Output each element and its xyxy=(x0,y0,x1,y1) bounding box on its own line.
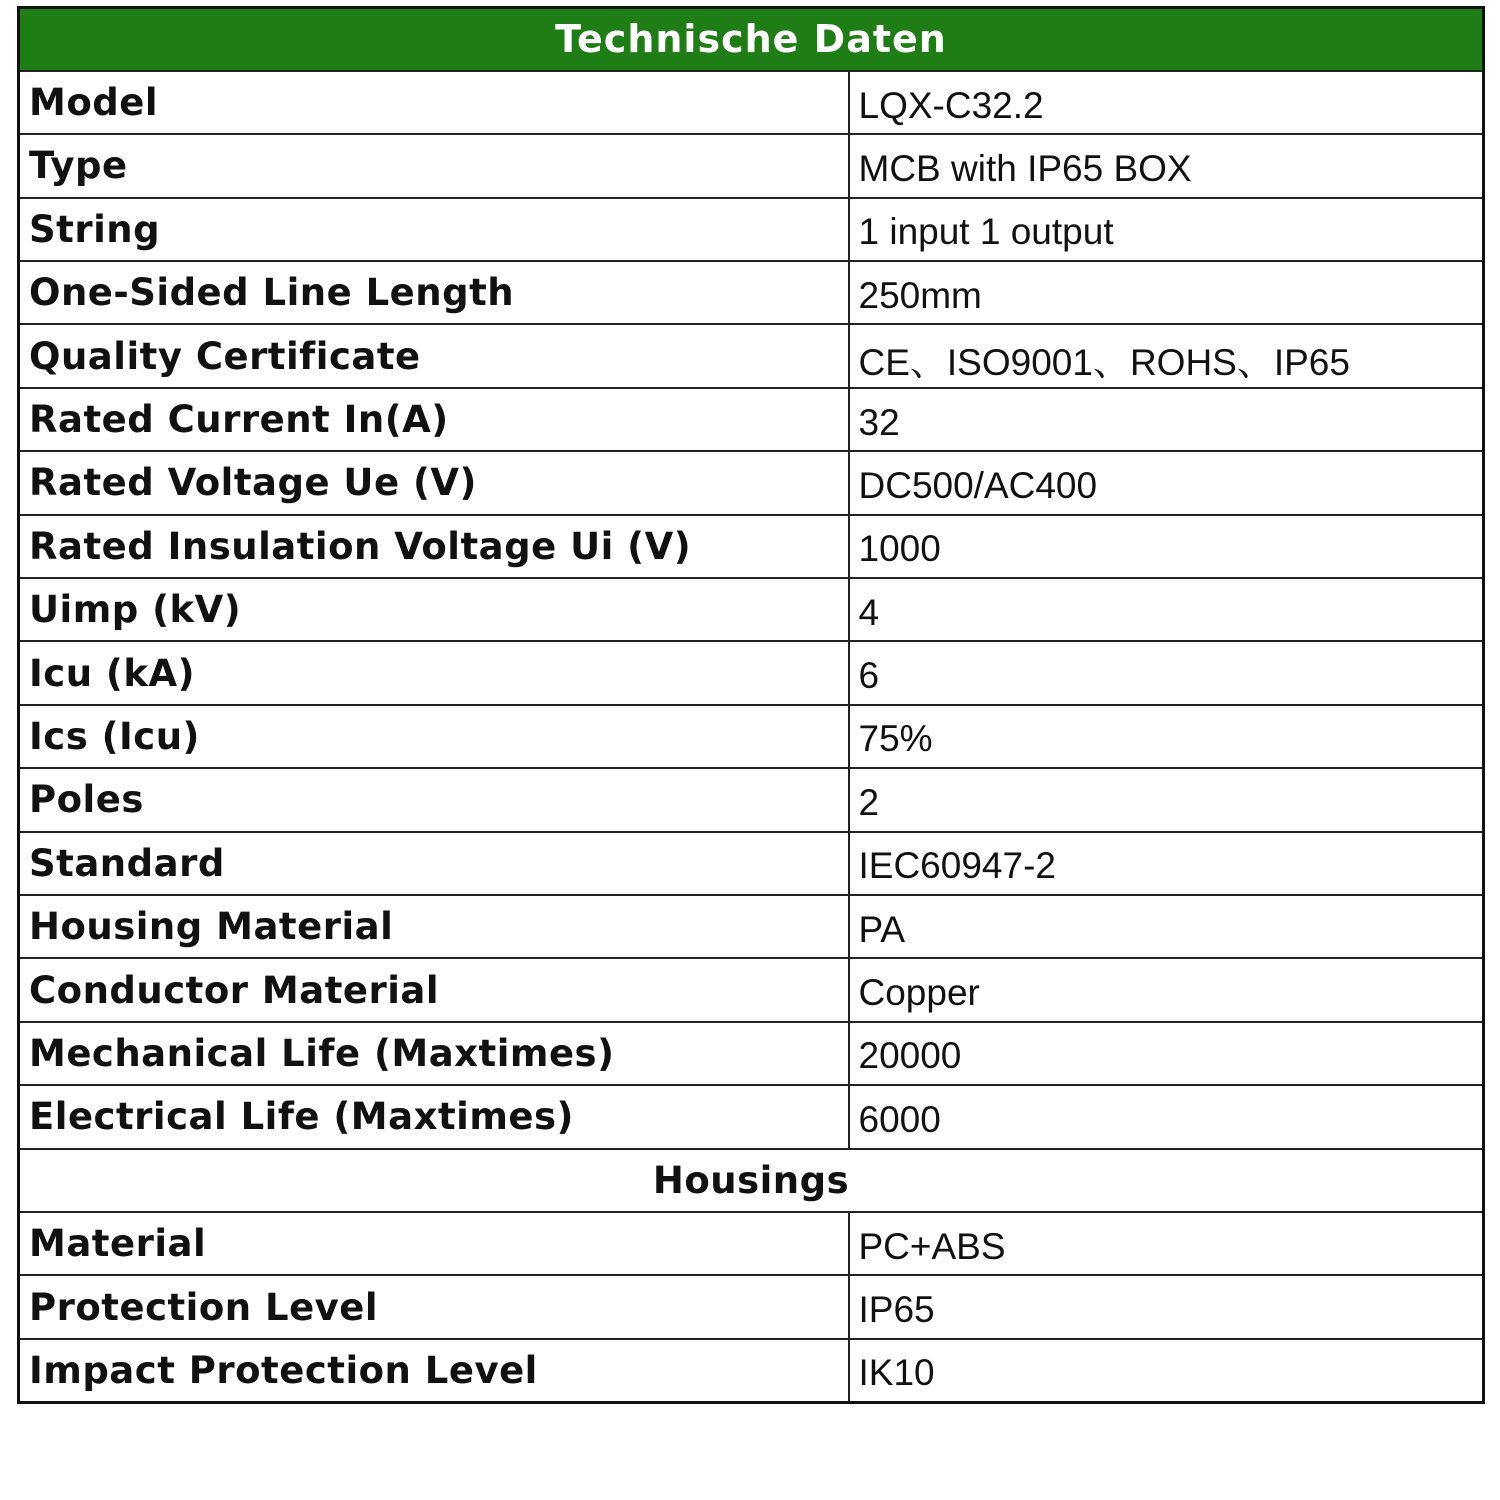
spec-value-housing-material: PA xyxy=(849,895,1484,958)
spec-label-mechanical-life: Mechanical Life (Maxtimes) xyxy=(19,1022,849,1085)
housing-value-protection-level: IP65 xyxy=(849,1275,1484,1338)
spec-label-standard: Standard xyxy=(19,832,849,895)
spec-label-rated-current: Rated Current In(A) xyxy=(19,388,849,451)
spec-label-icu: Icu (kA) xyxy=(19,641,849,704)
spec-label-conductor-material: Conductor Material xyxy=(19,958,849,1021)
housing-label-material: Material xyxy=(19,1212,849,1275)
table-row xyxy=(19,1085,1484,1148)
table-row xyxy=(19,1212,1484,1275)
table-row xyxy=(19,895,1484,958)
table-row xyxy=(19,832,1484,895)
spec-value-mechanical-life: 20000 xyxy=(849,1022,1484,1085)
title-row xyxy=(19,8,1484,71)
spec-value-conductor-material: Copper xyxy=(849,958,1484,1021)
housing-label-impact-protection: Impact Protection Level xyxy=(19,1339,849,1402)
housing-value-material: PC+ABS xyxy=(849,1212,1484,1275)
housing-label-protection-level: Protection Level xyxy=(19,1275,849,1338)
table-row xyxy=(19,324,1484,387)
housing-value-impact-protection: IK10 xyxy=(849,1339,1484,1402)
spec-label-string: String xyxy=(19,198,849,261)
spec-value-rated-voltage: DC500/AC400 xyxy=(849,451,1484,514)
spec-label-insulation-voltage: Rated Insulation Voltage Ui (V) xyxy=(19,515,849,578)
spec-value-insulation-voltage: 1000 xyxy=(849,515,1484,578)
table-row xyxy=(19,768,1484,831)
table-row xyxy=(19,261,1484,324)
table-row xyxy=(19,388,1484,451)
table-row xyxy=(19,641,1484,704)
spec-value-rated-current: 32 xyxy=(849,388,1484,451)
spec-value-certificate: CE、ISO9001、ROHS、IP65 xyxy=(849,324,1484,387)
spec-label-certificate: Quality Certificate xyxy=(19,324,849,387)
section-row-housings xyxy=(19,1149,1484,1212)
table-row xyxy=(19,1022,1484,1085)
spec-value-line-length: 250mm xyxy=(849,261,1484,324)
table-row xyxy=(19,578,1484,641)
table-row xyxy=(19,71,1484,134)
spec-label-type: Type xyxy=(19,134,849,197)
table-row xyxy=(19,705,1484,768)
table-row xyxy=(19,1339,1484,1402)
spec-label-uimp: Uimp (kV) xyxy=(19,578,849,641)
table-title: Technische Daten xyxy=(19,8,1484,71)
spec-label-ics: Ics (Icu) xyxy=(19,705,849,768)
spec-label-rated-voltage: Rated Voltage Ue (V) xyxy=(19,451,849,514)
table-row xyxy=(19,958,1484,1021)
spec-value-ics: 75% xyxy=(849,705,1484,768)
table-row xyxy=(19,515,1484,578)
section-heading-housings: Housings xyxy=(19,1149,1484,1212)
spec-label-poles: Poles xyxy=(19,768,849,831)
spec-value-type: MCB with IP65 BOX xyxy=(849,134,1484,197)
spec-value-uimp: 4 xyxy=(849,578,1484,641)
spec-value-standard: IEC60947-2 xyxy=(849,832,1484,895)
table-row xyxy=(19,451,1484,514)
spec-label-electrical-life: Electrical Life (Maxtimes) xyxy=(19,1085,849,1148)
spec-label-housing-material: Housing Material xyxy=(19,895,849,958)
spec-table-body xyxy=(19,8,1484,1403)
spec-value-model: LQX-C32.2 xyxy=(849,71,1484,134)
table-row xyxy=(19,198,1484,261)
spec-label-model: Model xyxy=(19,71,849,134)
spec-value-electrical-life: 6000 xyxy=(849,1085,1484,1148)
table-row xyxy=(19,1275,1484,1338)
spec-table xyxy=(17,6,1485,1404)
spec-value-poles: 2 xyxy=(849,768,1484,831)
spec-label-line-length: One-Sided Line Length xyxy=(19,261,849,324)
spec-value-string: 1 input 1 output xyxy=(849,198,1484,261)
table-row xyxy=(19,134,1484,197)
spec-value-icu: 6 xyxy=(849,641,1484,704)
